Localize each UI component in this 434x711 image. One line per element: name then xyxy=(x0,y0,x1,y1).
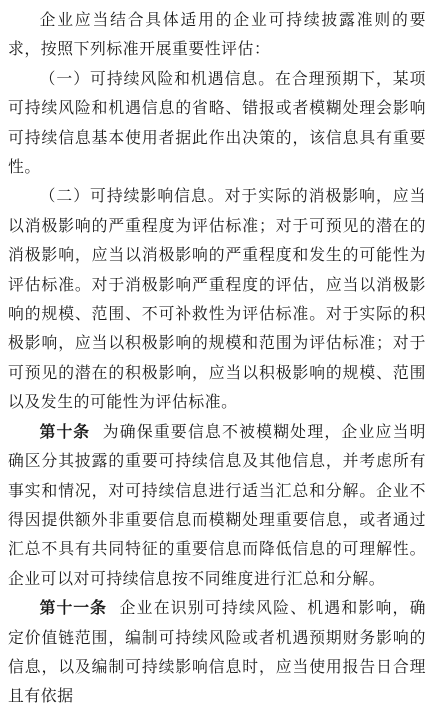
item-2-paragraph: （二）可持续影响信息。对于实际的消极影响，应当以消极影响的严重程度为评估标准；对于可预见的潜在的消极影响，应当以消极影响的严重程度和发生的可能性为评估标准。对于消极影响严重程度的评估，应当以消极影响的规模、范围、不可补救性为评估标准。对于实际的积极影响，应当以积极影响的规模和范围为评估标准；对于可预见的潜在的积极影响，应当以积极影响的规模、范围以及发生的可能性为评估标准。 xyxy=(8,186,426,412)
article-10-number: 第十条 xyxy=(39,421,91,441)
article-11-number: 第十一条 xyxy=(39,598,108,618)
article-11-text: 企业在识别可持续风险、机遇和影响，确定价值链范围，编制可持续风险或者机遇预期财务影响的信息，以及编制可持续影响信息时，应当使用报告日合理且有依据 xyxy=(8,598,426,706)
intro-paragraph: 企业应当结合具体适用的企业可持续披露准则的要求，按照下列标准开展重要性评估： xyxy=(8,10,426,59)
article-10-paragraph xyxy=(8,417,426,593)
article-10-text: 为确保重要信息不被模糊处理，企业应当明确区分其披露的重要可持续信息及其他信息，并考虑所有事实和情况，对可持续信息进行适当汇总和分解。企业不得因提供额外非重要信息而模糊处理重要信息，或者通过汇总不具有共同特征的重要信息而降低信息的可理解性。企业可以对可持续信息按不同维度进行汇总和分解。 xyxy=(8,421,427,588)
article-11-paragraph xyxy=(8,593,426,711)
item-1-paragraph: （一）可持续风险和机遇信息。在合理预期下，某项可持续风险和机遇信息的省略、错报或者模糊处理会影响可持续信息基本使用者据此作出决策的，该信息具有重要性。 xyxy=(8,68,426,177)
